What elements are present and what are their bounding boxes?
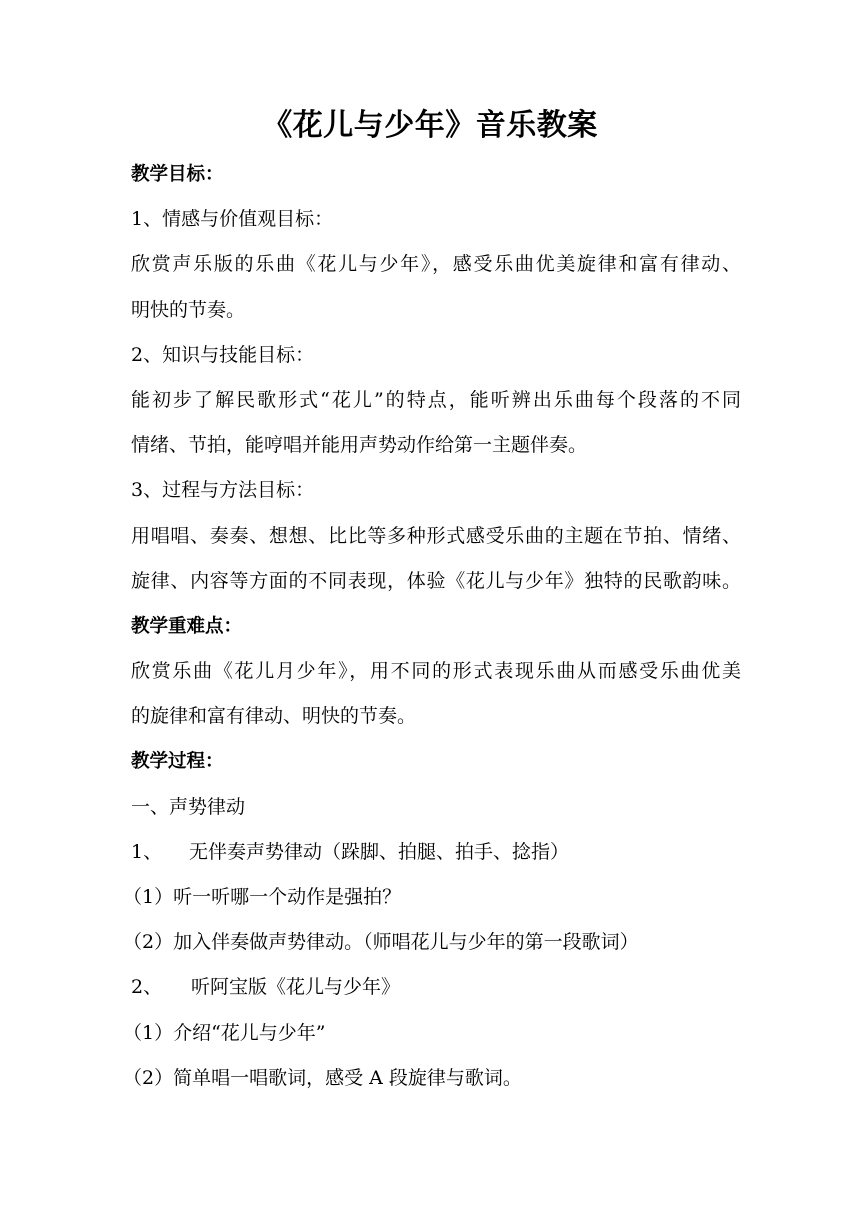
item-number: 1、 [131,840,163,863]
item-text: 听阿宝版《花儿与少年》 [191,976,401,999]
objective-heading-emotion: 1、情感与价值观目标： [131,208,334,231]
sub-item: （1）听一听哪一个动作是强拍？ [123,886,402,908]
paragraph-line: 明快的节奏。 [131,298,246,321]
section-heading-process: 教学过程： [131,751,224,773]
paragraph-line: 欣赏乐曲《花儿月少年》，用不同的形式表现乐曲从而感受乐曲优美 [131,660,741,683]
document-body [123,152,741,1101]
paragraph-line: 的旋律和富有律动、明快的节奏。 [131,705,417,728]
sub-item: （2）简单唱一唱歌词，感受 A 段旋律与歌词。 [123,1066,522,1089]
paragraph-line: 欣赏声乐版的乐曲《花儿与少年》，感受乐曲优美旋律和富有律动、 [131,253,741,276]
document-title: 《花儿与少年》音乐教案 [262,108,598,143]
sub-item: （1）介绍“花儿与少年” [123,1021,326,1044]
paragraph-line: 旋律、内容等方面的不同表现，体验《花儿与少年》独特的民歌韵味。 [131,569,741,592]
objective-heading-process: 3、过程与方法目标： [131,479,315,502]
objective-heading-knowledge: 2、知识与技能目标： [131,343,315,366]
section-heading-objectives: 教学目标： [131,164,224,185]
subsection-heading: 一、声势律动 [131,795,246,818]
paragraph-line: 情绪、节拍，能哼唱并能用声势动作给第一主题伴奏。 [131,434,588,457]
item-text: 无伴奏声势律动（跺脚、拍腿、拍手、捻指） [189,840,570,863]
numbered-item [131,965,741,1010]
item-number: 2、 [131,976,163,999]
section-heading-key-points: 教学重难点： [131,615,243,637]
sub-item: （2）加入伴奏做声势律动。（师唱花儿与少年的第一段歌词） [123,931,639,954]
numbered-item [131,830,741,875]
paragraph-line: 能初步了解民歌形式“花儿”的特点，能听辨出乐曲每个段落的不同 [131,388,741,411]
paragraph-line: 用唱唱、奏奏、想想、比比等多种形式感受乐曲的主题在节拍、情绪、 [131,524,741,547]
